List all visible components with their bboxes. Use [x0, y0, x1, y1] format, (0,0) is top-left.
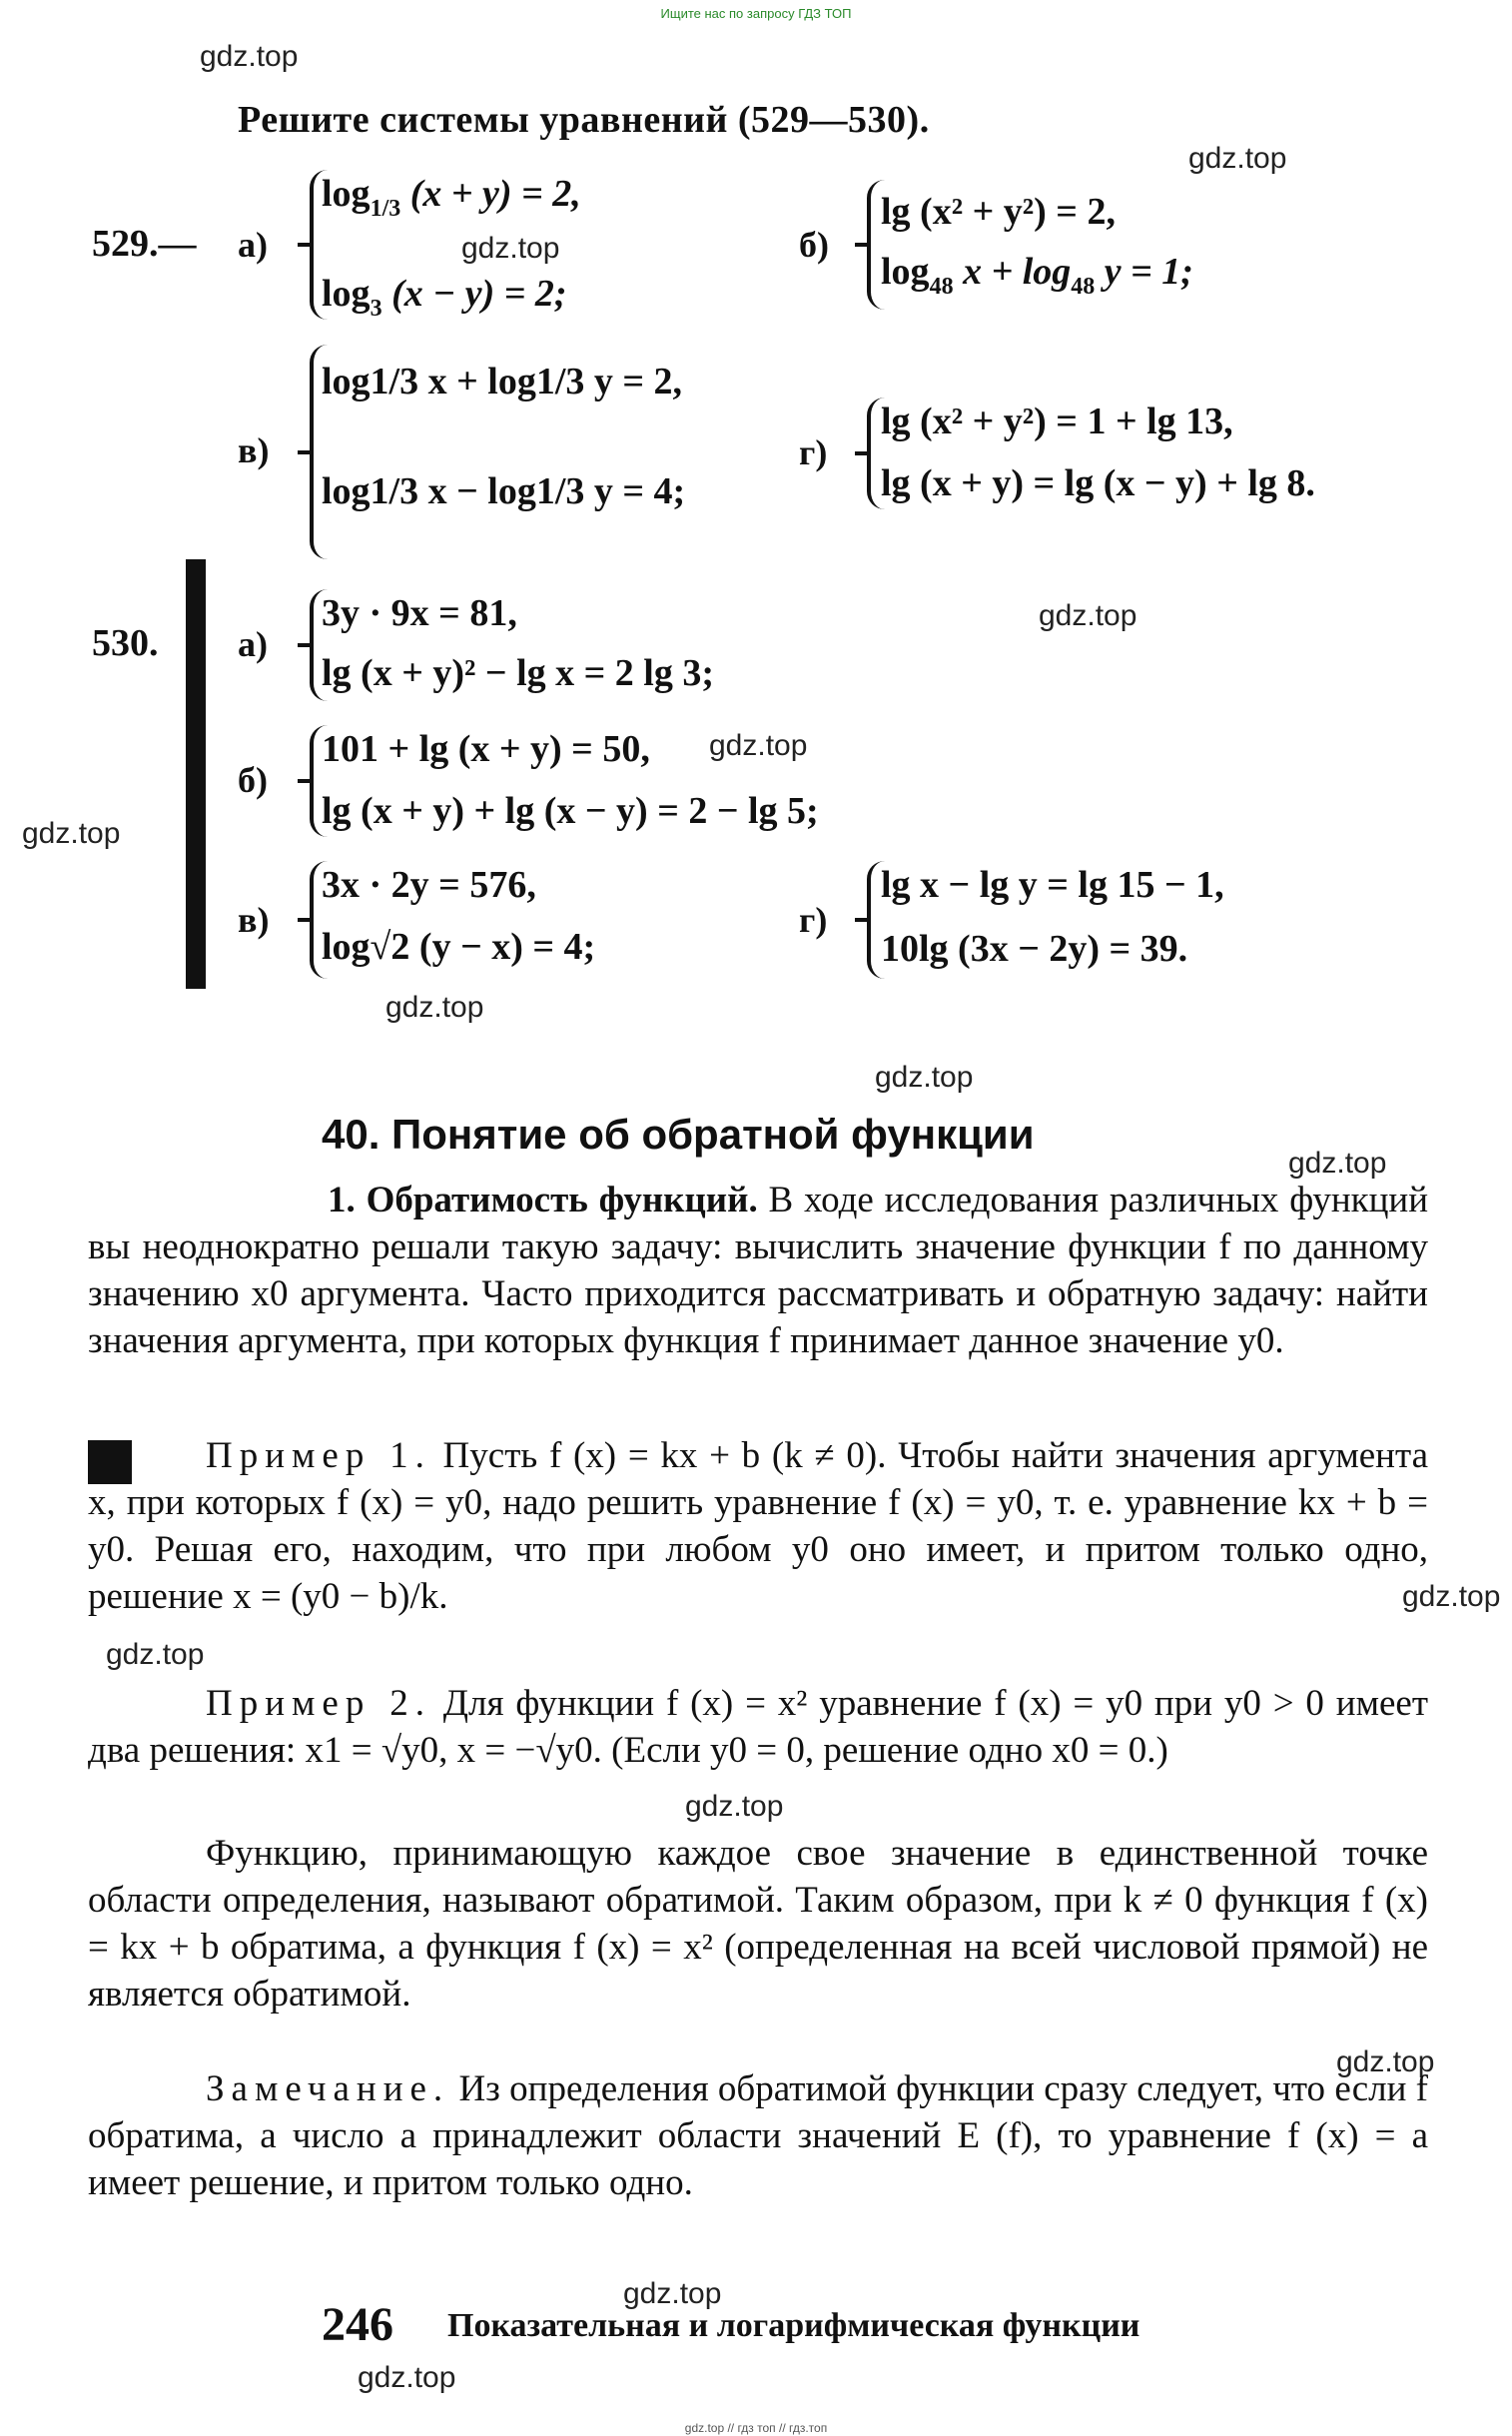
- paragraph-remark: Замечание. Из определения обратимой функции сразу следует, что если f обратима, а число a принадлежит области значений E (f), то уравнение f (x) = a имеет решение, и притом только одно.: [88, 2068, 1429, 2203]
- eq-529b-2: $\log_{48} x + \log_{48} y = 1$;: [881, 251, 1193, 300]
- label-529a: а): [238, 225, 268, 265]
- eq-530b-1: 101 + lg (x + y) = 50,: [322, 728, 650, 770]
- problem-number-529: 529.—: [92, 223, 197, 265]
- paragraph-example-2: Пример 2. Для функции f (x) = x² уравнение f (x) = y0 при y0 > 0 имеет два решения: x1 = √y0, x = −√y0. (Если y0 = 0, решение одно x0 = 0.): [88, 1683, 1428, 1771]
- watermark: gdz.top: [22, 817, 121, 850]
- watermark: gdz.top: [1039, 599, 1137, 632]
- eq-529a-2: $\log_3 (x - y) = 2$;: [322, 273, 567, 322]
- bottom-ad-text: gdz.top // гдз топ // гдз.топ: [684, 2421, 828, 2435]
- section-title: 40. Понятие об обратной функции: [322, 1111, 1035, 1158]
- eq-530v-2: log√2 (y − x) = 4;: [322, 926, 596, 968]
- label-529v: в): [238, 430, 270, 470]
- eq-530v-1: 3x · 2y = 576,: [322, 864, 536, 906]
- eq-530a-2: lg (x + y)² − lg x = 2 lg 3;: [322, 652, 714, 694]
- watermark: gdz.top: [106, 1638, 205, 1671]
- eq-530a-1: 3y · 9x = 81,: [322, 592, 517, 634]
- label-530b: б): [238, 760, 268, 800]
- label-530v: в): [238, 900, 270, 940]
- label-529g: г): [799, 432, 828, 472]
- watermark: gdz.top: [709, 729, 808, 762]
- watermark: gdz.top: [461, 232, 560, 265]
- eq-529b-1: lg (x² + y²) = 2,: [881, 191, 1116, 233]
- paragraph-example-1: Пример 1. Пусть f (x) = kx + b (k ≠ 0). Чтобы найти значения аргумента x, при которых f (x) = y0, надо решить уравнение f (x) = y0, т. е. уравнение kx + b = y0. Решая его, находим, что при любом y0 оно имеет, и притом только одно, решение x = (y0 − b)/k.: [88, 1435, 1429, 1617]
- watermark: gdz.top: [1188, 142, 1287, 175]
- watermark: gdz.top: [875, 1061, 974, 1094]
- paragraph-invertibility: 1. Обратимость функций. В ходе исследования различных функций вы неоднократно решали такую задачу: вычислить значение функции f по данному значению x0 аргумента. Часто приходится рассматривать и обратную задачу: найти значения аргумента, при которых функция f принимает данное значение y0.: [88, 1180, 1428, 1361]
- page-number: 246: [322, 2298, 393, 2351]
- watermark: gdz.top: [358, 2361, 456, 2394]
- eq-529v-2: log1/3 x − log1/3 y = 4;: [322, 470, 686, 512]
- watermark: gdz.top: [685, 1790, 784, 1823]
- label-529b: б): [799, 225, 829, 265]
- margin-bar: [186, 559, 206, 989]
- eq-530g-2: 10lg (3x − 2y) = 39.: [881, 928, 1188, 970]
- watermark: gdz.top: [1288, 1147, 1387, 1180]
- paragraph-definition: Функцию, принимающую каждое свое значение в единственной точке области определения, называют обратимой. Таким образом, при k ≠ 0 функция f (x) = kx + b обратима, а функция f (x) = x² (определенная на всей числовой прямой) не является обратимой.: [88, 1833, 1428, 2015]
- top-ad-text: Ищите нас по запросу ГДЗ ТОП: [660, 6, 852, 21]
- label-530a: а): [238, 624, 268, 664]
- eq-529a-1: $\log_{1/3} (x + y) = 2$,: [322, 173, 581, 222]
- watermark: gdz.top: [200, 40, 299, 73]
- watermark: gdz.top: [1336, 2045, 1435, 2078]
- problem-number-530: 530.: [92, 622, 159, 664]
- exercise-heading: Решите системы уравнений (529—530).: [238, 99, 930, 141]
- watermark: gdz.top: [1402, 1580, 1501, 1613]
- label-530g: г): [799, 900, 828, 940]
- eq-529g-1: lg (x² + y²) = 1 + lg 13,: [881, 401, 1233, 442]
- watermark: gdz.top: [623, 2277, 722, 2310]
- watermark: gdz.top: [385, 991, 484, 1024]
- eq-530g-1: lg x − lg y = lg 15 − 1,: [881, 864, 1224, 906]
- eq-529v-1: log1/3 x + log1/3 y = 2,: [322, 361, 683, 403]
- chapter-title: Показательная и логарифмическая функции: [447, 2307, 1140, 2344]
- eq-530b-2: lg (x + y) + lg (x − y) = 2 − lg 5;: [322, 790, 819, 832]
- eq-529g-2: lg (x + y) = lg (x − y) + lg 8.: [881, 462, 1315, 504]
